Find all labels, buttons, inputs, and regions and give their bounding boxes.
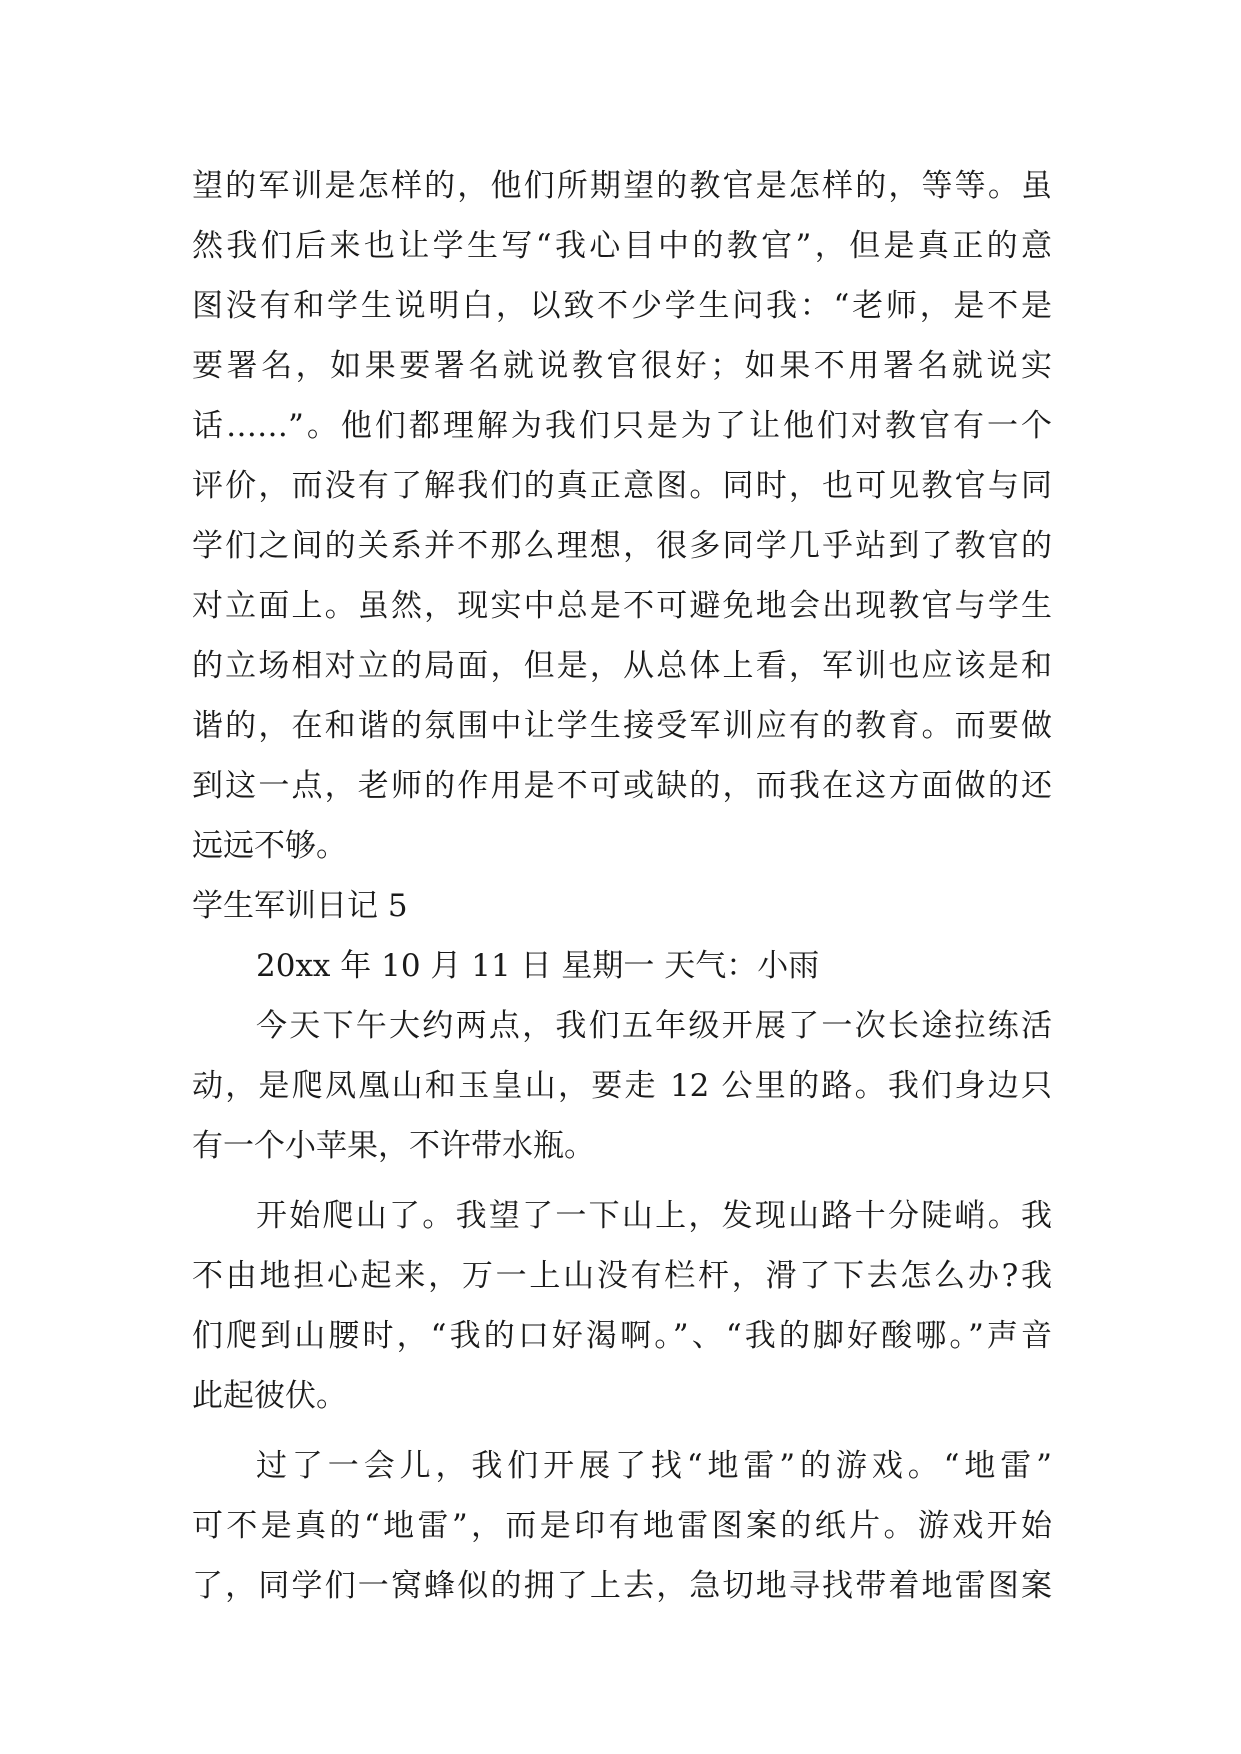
text-line: 学们之间的关系并不那么理想，很多同学几乎站到了教官的 (192, 528, 1052, 564)
paragraph-gap (192, 1176, 1052, 1186)
text-line: 不由地担心起来，万一上山没有栏杆，滑了下去怎么办?我 (192, 1258, 1052, 1294)
paragraph-gap (192, 1426, 1052, 1436)
text-line: 有一个小苹果，不许带水瓶。 (192, 1128, 595, 1164)
text-line: 可不是真的“地雷”，而是印有地雷图案的纸片。游戏开始 (192, 1508, 1052, 1544)
paragraph-2 (192, 996, 1052, 1176)
text-line: 评价，而没有了解我们的真正意图。同时，也可见教官与同 (192, 468, 1052, 504)
document-body (192, 156, 1052, 1616)
text-line: 们爬到山腰时，“我的口好渴啊。”、“我的脚好酸哪。”声音 (192, 1318, 1052, 1354)
text-line: 要署名，如果要署名就说教官很好；如果不用署名就说实 (192, 348, 1052, 384)
paragraph-1 (192, 156, 1052, 876)
text-line: 远远不够。 (192, 828, 347, 864)
date-line: 20xx 年 10 月 11 日 星期一 天气：小雨 (256, 948, 820, 984)
text-line: 谐的，在和谐的氛围中让学生接受军训应有的教育。而要做 (192, 708, 1052, 744)
paragraph-4 (192, 1436, 1052, 1616)
text-line: 望的军训是怎样的，他们所期望的教官是怎样的，等等。虽 (192, 168, 1052, 204)
text-line: 开始爬山了。我望了一下山上，发现山路十分陡峭。我 (256, 1198, 1052, 1234)
text-line: 动，是爬凤凰山和玉皇山，要走 12 公里的路。我们身边只 (192, 1068, 1052, 1104)
text-line: 了，同学们一窝蜂似的拥了上去，急切地寻找带着地雷图案 (192, 1568, 1052, 1604)
paragraph-3 (192, 1186, 1052, 1426)
text-line: 的立场相对立的局面，但是，从总体上看，军训也应该是和 (192, 648, 1052, 684)
text-line: 然我们后来也让学生写“我心目中的教官”，但是真正的意 (192, 228, 1052, 264)
section-title: 学生军训日记 5 (192, 888, 408, 924)
text-line: 过了一会儿，我们开展了找“地雷”的游戏。“地雷” (256, 1448, 1052, 1484)
text-line: 对立面上。虽然，现实中总是不可避免地会出现教官与学生 (192, 588, 1052, 624)
text-line: 话……”。他们都理解为我们只是为了让他们对教官有一个 (192, 408, 1052, 444)
text-line: 此起彼伏。 (192, 1378, 347, 1414)
text-line: 图没有和学生说明白，以致不少学生问我：“老师，是不是 (192, 288, 1052, 324)
text-line: 到这一点，老师的作用是不可或缺的，而我在这方面做的还 (192, 768, 1052, 804)
text-line: 今天下午大约两点，我们五年级开展了一次长途拉练活 (256, 1008, 1052, 1044)
